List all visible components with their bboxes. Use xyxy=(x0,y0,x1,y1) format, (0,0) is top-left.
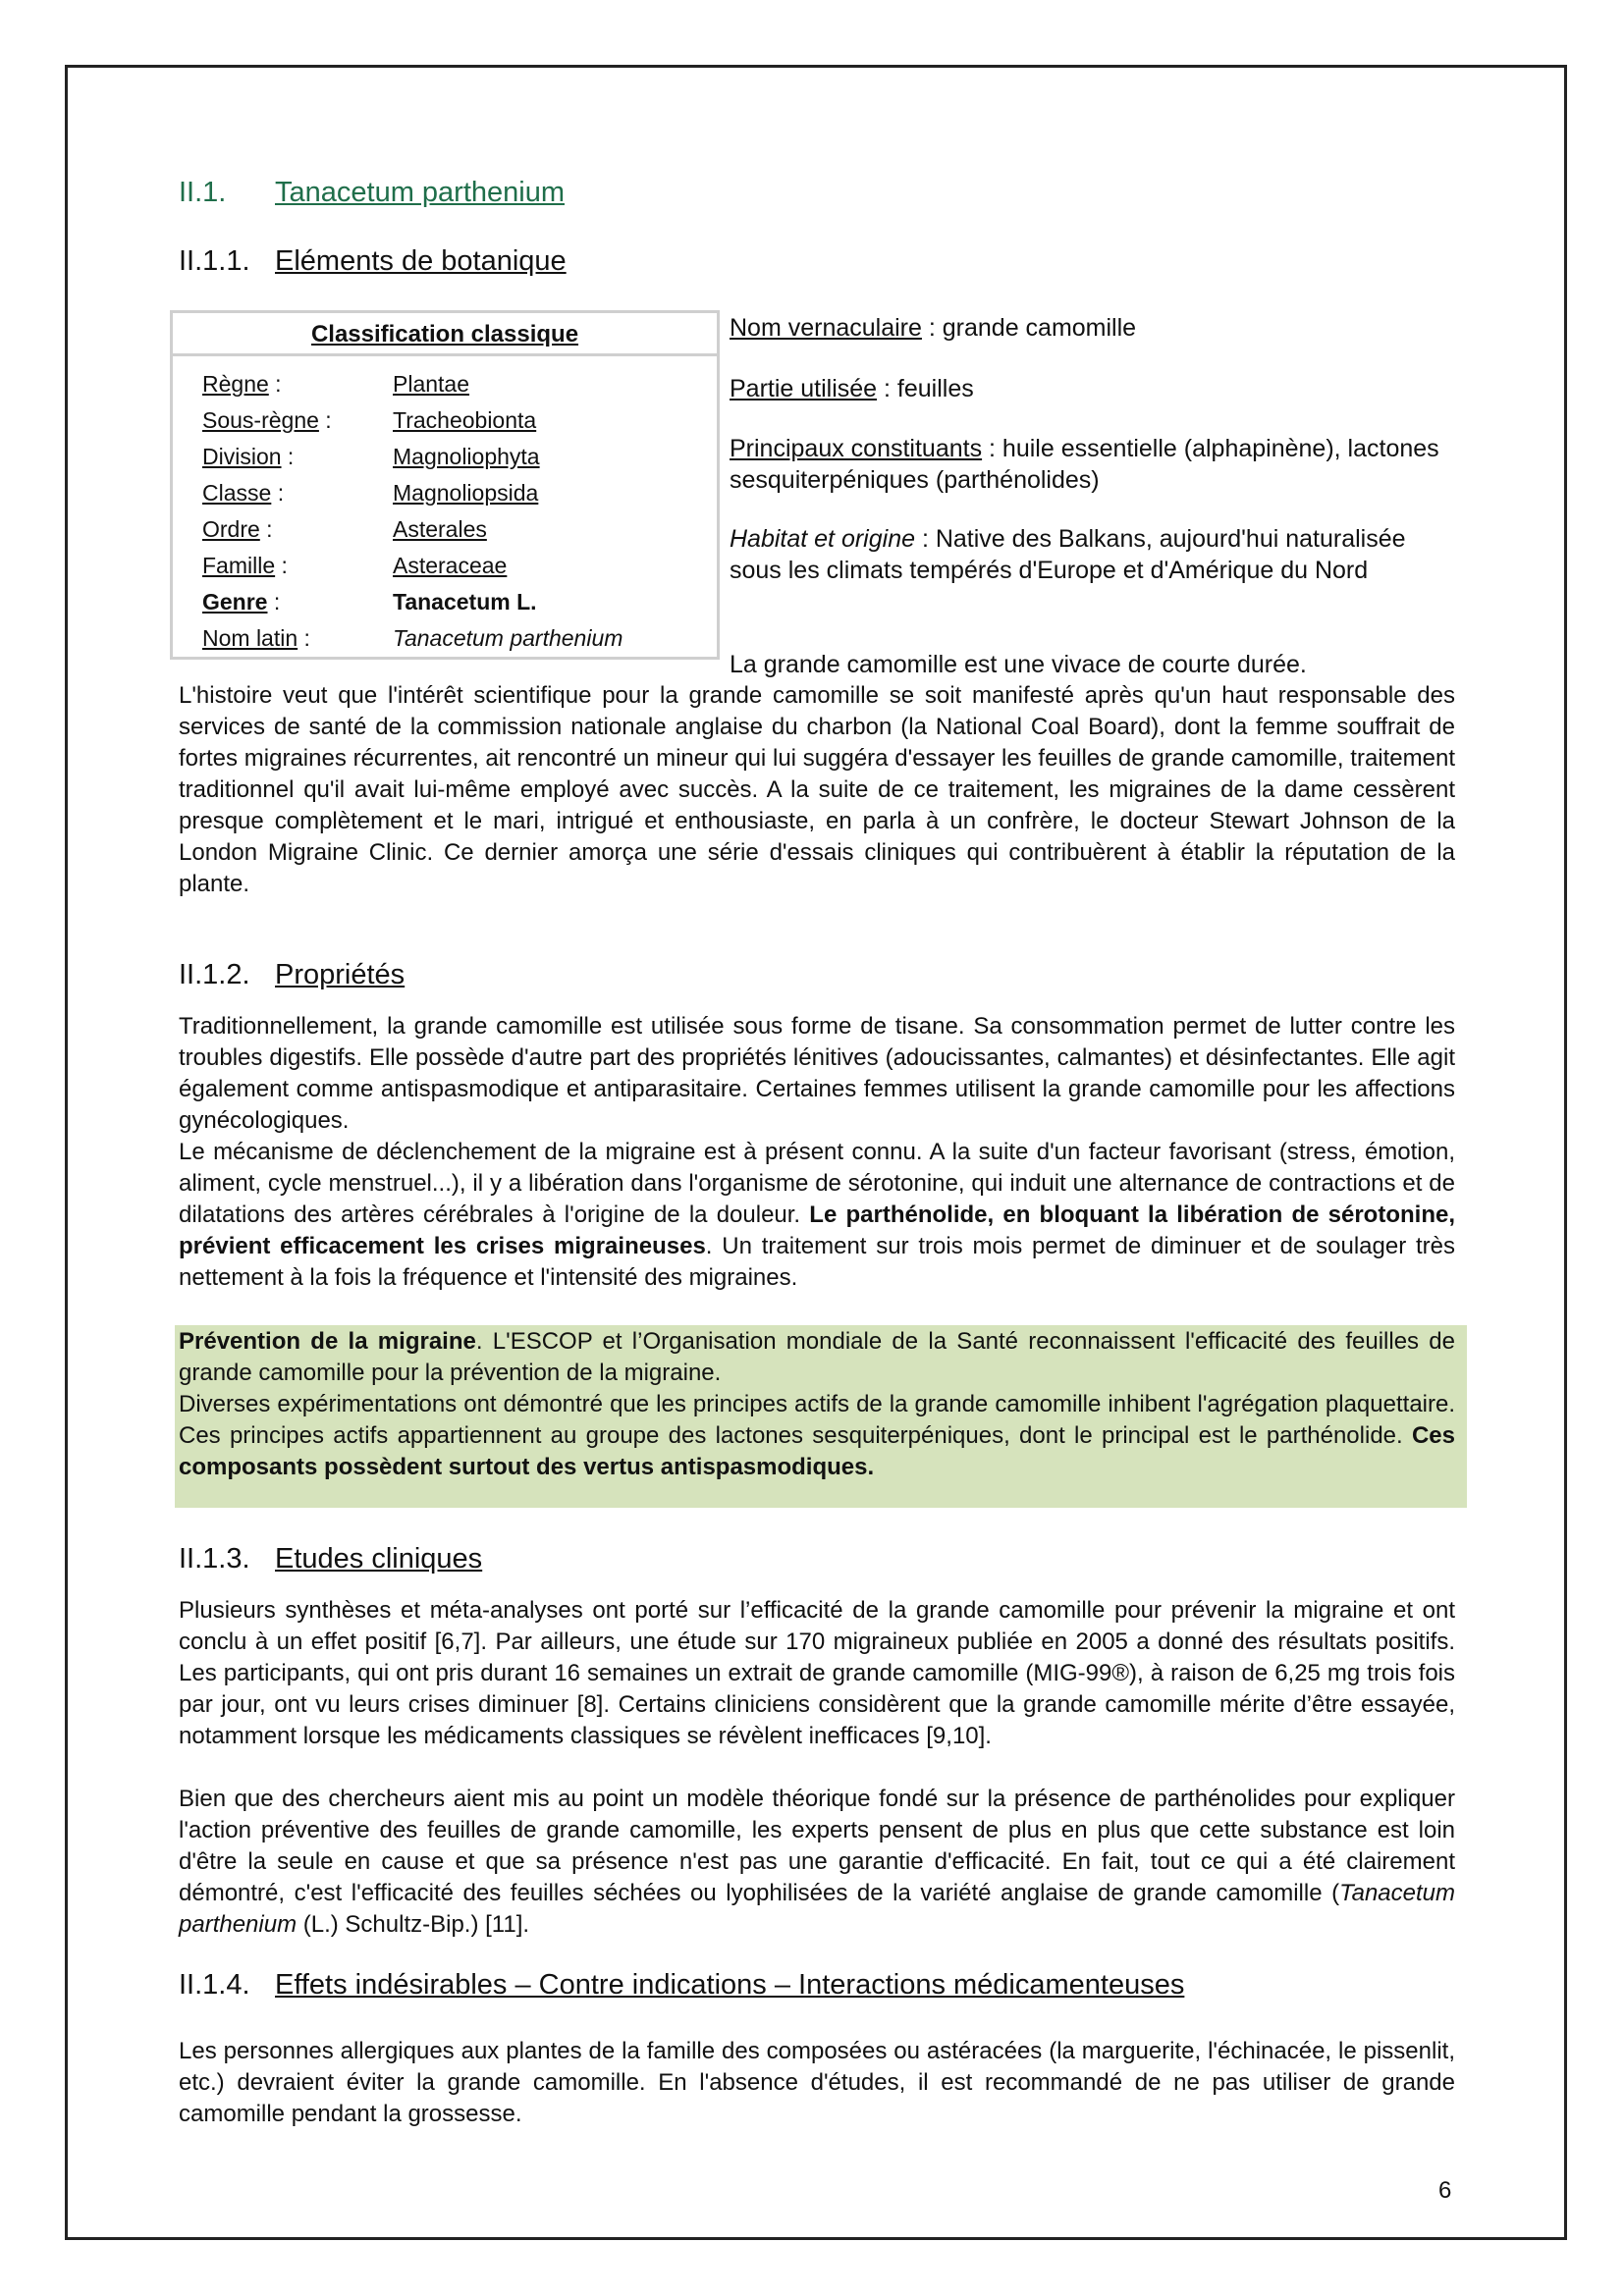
classification-row: Classe : Magnoliopsida xyxy=(202,477,703,508)
row-value: Asteraceae xyxy=(393,553,508,578)
row-key: Sous-règne xyxy=(202,407,319,433)
row-value: Magnoliopsida xyxy=(393,480,539,506)
heading-number: II.1.1. xyxy=(179,245,250,277)
label: Partie utilisée xyxy=(730,375,878,402)
heading-number: II.1. xyxy=(179,177,227,208)
partie-utilisee: Partie utilisée : feuilles xyxy=(730,375,974,402)
proprietes-paragraph-2: Le mécanisme de déclenchement de la migraine est à présent connu. A la suite d'un facteur favorisant (stress, émotion, aliment, cycle menstruel...), il y a libération dans l'organisme de sérotonine, qui induit une alternance de contractions et de dilatations des artères cérébrales à l'origine de la douleur. Le parthénolide, en bloquant la libération de sérotonine, prévient efficacement les crises migraineuses. Un traitement sur trois mois permet de diminuer et de soulager très nettement à la fois la fréquence et l'intensité des migraines. xyxy=(179,1139,1456,1291)
classification-row: Famille : Asteraceae xyxy=(202,550,703,581)
row-key: Division xyxy=(202,444,282,469)
heading-number: II.1.4. xyxy=(179,1969,250,2001)
section-heading-ii12 xyxy=(179,959,1455,991)
row-value: Plantae xyxy=(393,371,470,397)
section-heading-ii14 xyxy=(179,1969,1455,2002)
row-key: Famille xyxy=(202,553,276,578)
row-key: Classe xyxy=(202,480,272,506)
row-key: Genre xyxy=(202,589,268,614)
page-number: 6 xyxy=(1438,2177,1452,2204)
row-value: Asterales xyxy=(393,516,487,542)
habitat-origine: Habitat et origine : Native des Balkans, aujourd'hui naturalisée sous les climats tempérés d'Europe et d'Amérique du Nord xyxy=(730,525,1406,584)
histoire-paragraph: L'histoire veut que l'intérêt scientifique pour la grande camomille se soit manifesté après qu'un haut responsable des services de santé de la commission nationale anglaise du charbon (la National Coal Board), dont la femme souffrait de fortes migraines récurrentes, ait rencontré un mineur qui lui suggéra d'essayer les feuilles de grande camomille, traitement traditionnel qu'il avait lui-même employé avec succès. A la suite de ce traitement, les migraines de la dame cessèrent presque complètement et le mari, intrigué et enthousiaste, en parla à un confrère, le docteur Stewart Johnson de la London Migraine Clinic. Ce dernier amorça une série d'essais cliniques qui contribuèrent à établir la réputation de la plante. xyxy=(179,682,1455,897)
heading-title: Effets indésirables – Contre indications – Interactions médicamenteuses xyxy=(275,1969,1185,2001)
row-value: Tanacetum parthenium xyxy=(393,625,623,651)
heading-title: Etudes cliniques xyxy=(275,1543,483,1575)
proprietes-paragraph-1: Traditionnellement, la grande camomille est utilisée sous forme de tisane. Sa consommation permet de lutter contre les troubles digestifs. Elle possède d'autre part des propriétés lénitives (adoucissantes, calmantes) et désinfectantes. Elle agit également comme antispasmodique et antiparasitaire. Certaines femmes utilisent la grande camomille pour les affections gynécologiques. xyxy=(179,1013,1455,1134)
heading-title: Eléments de botanique xyxy=(275,245,567,277)
classification-row: Sous-règne : Tracheobionta xyxy=(202,404,703,436)
nom-vernaculaire: Nom vernaculaire : grande camomille xyxy=(730,314,1137,342)
section-heading-ii11 xyxy=(179,245,1455,278)
bold-statement: Le parthénolide, en bloquant la libération de sérotonine, prévient efficacement les crises migraineuses xyxy=(179,1201,1455,1259)
classification-row: Genre : Tanacetum L. xyxy=(202,586,703,617)
vivace-sentence: La grande camomille est une vivace de courte durée. xyxy=(730,651,1307,678)
bold-lead: Prévention de la migraine xyxy=(179,1328,476,1355)
section-heading-ii13 xyxy=(179,1543,1455,1575)
label: Nom vernaculaire xyxy=(730,314,922,342)
classification-row: Division : Magnoliophyta xyxy=(202,441,703,472)
row-value: Tracheobionta xyxy=(393,407,537,433)
etudes-paragraph-2: Bien que des chercheurs aient mis au point un modèle théorique fondé sur la présence de parthénolides pour expliquer l'action préventive des feuilles de grande camomille, les experts pensent de plus en plus que cette substance est loin d'être la seule en cause et que sa présence n'est pas une garantie d'efficacité. En fait, tout ce qui a été clairement démontré, c'est l'efficacité des feuilles séchées ou lyophilisées de la variété anglaise de grande camomille (Tanacetum parthenium (L.) Schultz-Bip.) [11]. xyxy=(179,1786,1455,1938)
bold-statement: Ces composants possèdent surtout des vertus antispasmodiques. xyxy=(179,1422,1455,1480)
classification-row: Ordre : Asterales xyxy=(202,513,703,545)
principaux-constituants: Principaux constituants : huile essentielle (alphapinène), lactones sesquiterpéniques (parthénolides) xyxy=(730,435,1439,494)
row-key: Ordre xyxy=(202,516,260,542)
etudes-paragraph-1: Plusieurs synthèses et méta-analyses ont porté sur l’efficacité de la grande camomille pour prévenir la migraine et ont conclu à un effet positif [6,7]. Par ailleurs, une étude sur 170 migraineux publiée en 2005 a donné des résultats positifs. Les participants, qui ont pris durant 16 semaines un extrait de grande camomille (MIG-99®), à raison de 6,25 mg trois fois par jour, ont vu leurs crises diminuer [8]. Certains cliniciens considèrent que la grande camomille mérite d’être essayée, notamment lorsque les médicaments classiques se révèlent inefficaces [9,10]. xyxy=(179,1597,1455,1749)
classification-row: Règne : Plantae xyxy=(202,368,703,400)
heading-title: Tanacetum parthenium xyxy=(275,177,565,208)
heading-number: II.1.2. xyxy=(179,959,250,990)
classification-header: Classification classique xyxy=(173,313,717,356)
effets-paragraph: Les personnes allergiques aux plantes de la famille des composées ou astéracées (la marguerite, l'échinacée, le pissenlit, etc.) devraient éviter la grande camomille. En l'absence d'études, il est recommandé de ne pas utiliser de grande camomille pendant la grossesse. xyxy=(179,2038,1455,2127)
label: Principaux constituants xyxy=(730,435,983,462)
classification-table xyxy=(170,310,720,660)
row-value: Tanacetum L. xyxy=(393,589,537,614)
label: Habitat et origine xyxy=(730,525,916,553)
latin-name: Tanacetum parthenium xyxy=(179,1880,1455,1938)
row-key: Règne xyxy=(202,371,269,397)
classification-row: Nom latin : Tanacetum parthenium xyxy=(202,622,703,654)
heading-title: Propriétés xyxy=(275,959,406,990)
experimentations-paragraph: Diverses expérimentations ont démontré que les principes actifs de la grande camomille inhibent l'agrégation plaquettaire. Ces principes actifs appartiennent au groupe des lactones sesquiterpéniques, dont le principal est le parthénolide. Ces composants possèdent surtout des vertus antispasmodiques. xyxy=(179,1391,1455,1480)
row-value: Magnoliophyta xyxy=(393,444,540,469)
row-key: Nom latin xyxy=(202,625,298,651)
section-heading-ii1 xyxy=(179,177,1455,209)
heading-number: II.1.3. xyxy=(179,1543,250,1575)
prevention-paragraph: Prévention de la migraine. L'ESCOP et l’Organisation mondiale de la Santé reconnaissent l'efficacité des feuilles de grande camomille pour la prévention de la migraine. xyxy=(179,1328,1455,1386)
